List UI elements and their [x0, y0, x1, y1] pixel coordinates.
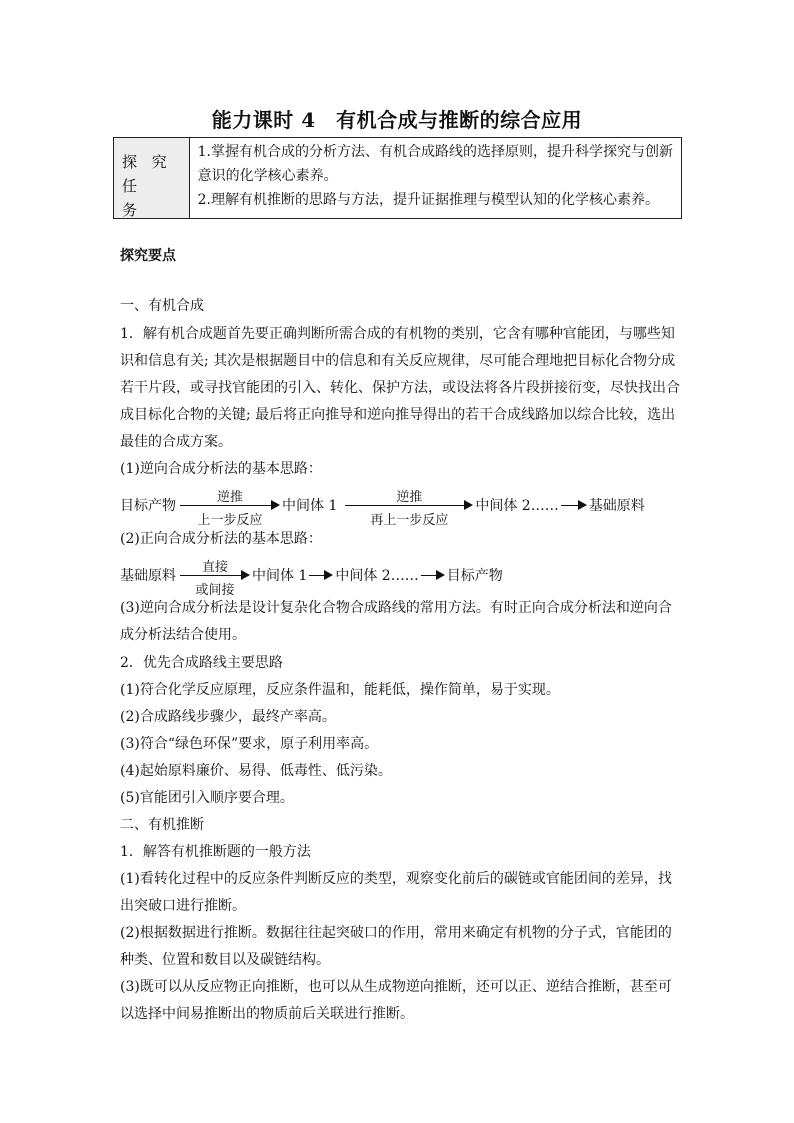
forward-arrow-bottom: 或间接: [195, 583, 235, 598]
method1-line: (1)看转化过程中的反应条件判断反应的类型，观察变化前后的碳链或官能团间的差异，找: [120, 871, 672, 887]
reverse-arrow-2-bottom: 再上一步反应: [370, 513, 449, 528]
reverse-arrow-1-top: 逆推: [216, 490, 243, 505]
part1-paragraph1: [120, 321, 682, 456]
task-line1: 1.掌握有机合成的分析方法、有机合成路线的选择原则，提升科学探究与创新: [197, 144, 673, 160]
part2-section: [120, 812, 682, 1028]
forward-heading: (2)正向合成分析法的基本思路：: [120, 531, 322, 547]
arrow-head-icon: [324, 570, 333, 580]
route-item: (4)起始原料廉价、易得、低毒性、低污染。: [120, 763, 392, 779]
method-heading: 1．解答有机推断题的一般方法: [120, 844, 311, 860]
section-heading: 探究要点: [120, 248, 176, 264]
arrow-shaft: [309, 575, 325, 576]
method2-line: (2)根据数据进行推断。数据往往起突破口的作用，常用来确定有机物的分子式，官能团的: [120, 925, 672, 941]
reverse-arrow-2: [345, 485, 473, 528]
p1-line: 成目标化合物的关键; 最后将正向推导和逆向推导得出的若干合成线路加以综合比较，选出: [120, 407, 676, 423]
route-item: (5)官能团引入顺序要合理。: [120, 790, 294, 806]
task-table: [113, 137, 682, 219]
p1-line: 识和信息有关; 其次是根据题目中的信息和有关反应规律，尽可能合理地把目标化合物分成: [120, 353, 676, 369]
method3-line: (3)既可以从反应物正向推断，也可以从生成物逆向推断，还可以正、逆结合推断，甚至可: [120, 979, 672, 995]
method2-line: 种类、位置和数目以及碳链结构。: [120, 952, 330, 968]
task-label-line1: 探 究 任: [122, 153, 172, 195]
part1-heading: 一、有机合成: [120, 298, 204, 314]
reverse-arrow-3: [561, 485, 587, 525]
p3-line: (3)逆向合成分析法是设计复杂化合物合成路线的常用方法。有时正向合成分析法和逆向合: [120, 600, 672, 616]
reverse-flow: [120, 485, 645, 528]
forward-arrow-3: [421, 555, 445, 595]
reverse-mid1: 中间体 1: [282, 498, 338, 514]
part2-heading: 二、有机推断: [120, 817, 204, 833]
reverse-start: 目标产物: [120, 498, 176, 514]
page-title: 能力课时 4 有机合成与推断的综合应用: [211, 108, 583, 132]
reverse-mid2: 中间体 2……: [475, 498, 559, 514]
forward-arrow-top: 直接: [201, 560, 228, 575]
arrow-shaft: [561, 505, 579, 506]
reverse-arrow-1: [180, 485, 280, 528]
part1-paragraph3: [120, 595, 682, 649]
arrow-head-icon: [436, 570, 445, 580]
p3-line: 成分析法结合使用。: [120, 627, 246, 643]
task-label-line2: 务: [122, 201, 143, 219]
forward-mid2: 中间体 2……: [335, 568, 419, 584]
route-item: (3)符合“绿色环保”要求，原子利用率高。: [120, 736, 379, 752]
forward-mid1: 中间体 1: [252, 568, 308, 584]
forward-arrow-1: [180, 555, 250, 598]
arrow-shaft: [180, 575, 242, 576]
reverse-heading: (1)逆向合成分析法的基本思路：: [120, 461, 322, 477]
reverse-arrow-1-bottom: 上一步反应: [197, 513, 263, 528]
p1-line: 最佳的合成方案。: [120, 434, 232, 450]
arrow-shaft: [421, 575, 437, 576]
arrow-shaft: [180, 505, 272, 506]
method1-line: 出突破口进行推断。: [120, 898, 246, 914]
route-section: [120, 650, 682, 812]
forward-start: 基础原料: [120, 568, 176, 584]
p1-line: 若干片段，或寻找官能团的引入、转化、保护方法，或设法将各片段拼接衍变，尽快找出合: [120, 380, 680, 396]
forward-flow: [120, 555, 503, 598]
arrow-head-icon: [578, 500, 587, 510]
method3-line: 以选择中间易推断出的物质前后关联进行推断。: [120, 1006, 414, 1022]
reverse-arrow-2-top: 逆推: [396, 490, 423, 505]
arrow-shaft: [345, 505, 465, 506]
task-line3: 2.理解有机推断的思路与方法，提升证据推理与模型认知的化学核心素养。: [197, 192, 659, 208]
route-item: (2)合成路线步骤少，最终产率高。: [120, 709, 336, 725]
forward-arrow-2: [309, 555, 333, 595]
reverse-end: 基础原料: [588, 498, 645, 514]
route-heading: 2．优先合成路线主要思路: [120, 655, 283, 671]
task-label: [114, 138, 190, 218]
p1-line: 1．解有机合成题首先要正确判断所需合成的有机物的类别，它含有哪种官能团，与哪些知: [120, 326, 675, 342]
task-body: [190, 138, 681, 218]
route-item: (1)符合化学反应原理，反应条件温和，能耗低，操作简单，易于实现。: [120, 682, 560, 698]
forward-end: 目标产物: [446, 568, 503, 584]
task-line2: 意识的化学核心素养。: [197, 168, 338, 184]
